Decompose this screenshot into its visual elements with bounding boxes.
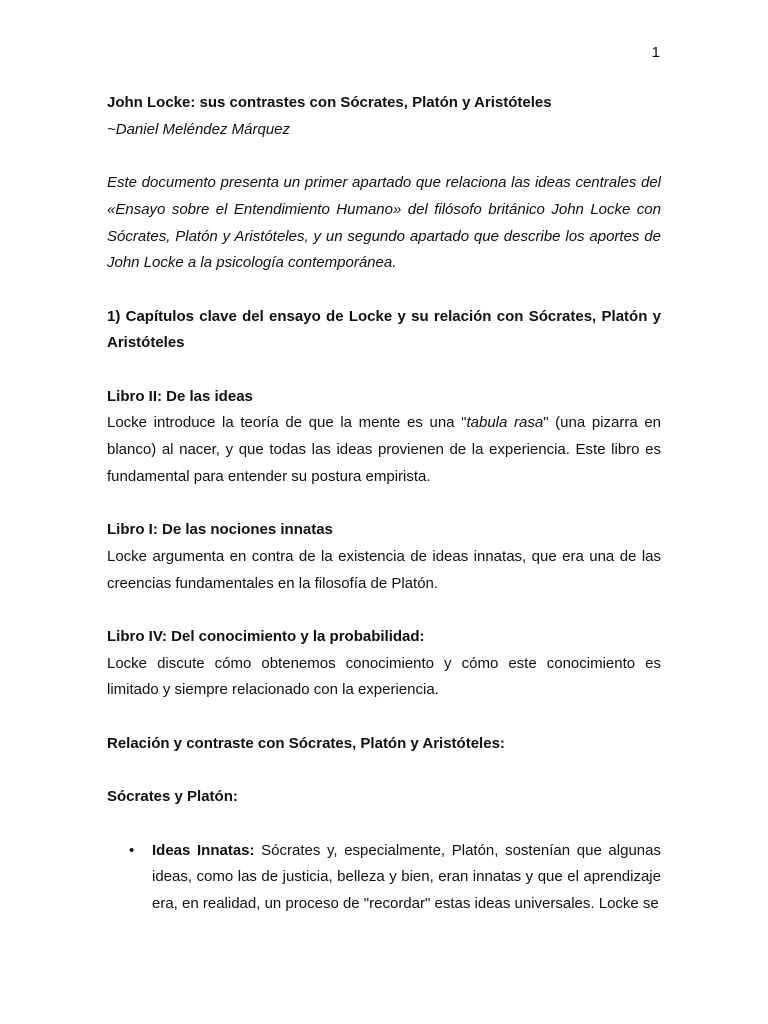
bullet-term: Ideas Innatas: <box>152 841 255 859</box>
section-1-heading: 1) Capítulos clave del ensayo de Locke y su relación con Sócrates, Platón y Aristóteles <box>107 307 661 352</box>
libro-2-paragraph <box>107 410 661 490</box>
libro-4-heading: Libro IV: Del conocimiento y la probabilidad: <box>107 627 425 645</box>
bullet-list <box>107 838 661 918</box>
list-item <box>107 838 661 918</box>
libro-1-heading: Libro I: De las nociones innatas <box>107 521 333 539</box>
libro-2-text-a: Locke introduce la teoría de que la mente es una " <box>107 414 467 432</box>
libro-1-paragraph: Locke argumenta en contra de la existencia de ideas innatas, que era una de las creencias fundamentales en la filosofía de Platón. <box>107 547 661 592</box>
socrates-platon-heading: Sócrates y Platón: <box>107 788 238 806</box>
libro-2-text-italic: tabula rasa <box>466 414 544 432</box>
document-body <box>107 90 661 918</box>
document-abstract: Este documento presenta un primer apartado que relaciona las ideas centrales del «Ensayo sobre el Entendimiento Humano» del filósofo británico John Locke con Sócrates, Platón y Aristóteles, y un segundo apartado que describe los aportes de John Locke a la psicología contemporánea. <box>107 174 661 272</box>
document-title: John Locke: sus contrastes con Sócrates, Platón y Aristóteles <box>107 94 552 111</box>
libro-2-text-b: " (una pizarra en blanco) al nacer, y que todas las ideas provienen de la experiencia. Este libro es fundamental para entender su postura empirista. <box>107 414 662 485</box>
relacion-heading: Relación y contraste con Sócrates, Platón y Aristóteles: <box>107 734 505 752</box>
libro-2-heading: Libro II: De las ideas <box>107 387 253 405</box>
page-number: 1 <box>651 44 660 61</box>
bullet-text: Sócrates y, especialmente, Platón, sostenían que algunas ideas, como las de justicia, belleza y bien, eran innatas y que el aprendizaje era, en realidad, un proceso de "recordar" estas ideas universales. Locke se <box>152 841 661 912</box>
bullet-icon: • <box>129 841 135 859</box>
document-author: ~Daniel Meléndez Márquez <box>107 120 291 138</box>
libro-4-paragraph: Locke discute cómo obtenemos conocimiento y cómo este conocimiento es limitado y siempre relacionado con la experiencia. <box>107 654 661 699</box>
